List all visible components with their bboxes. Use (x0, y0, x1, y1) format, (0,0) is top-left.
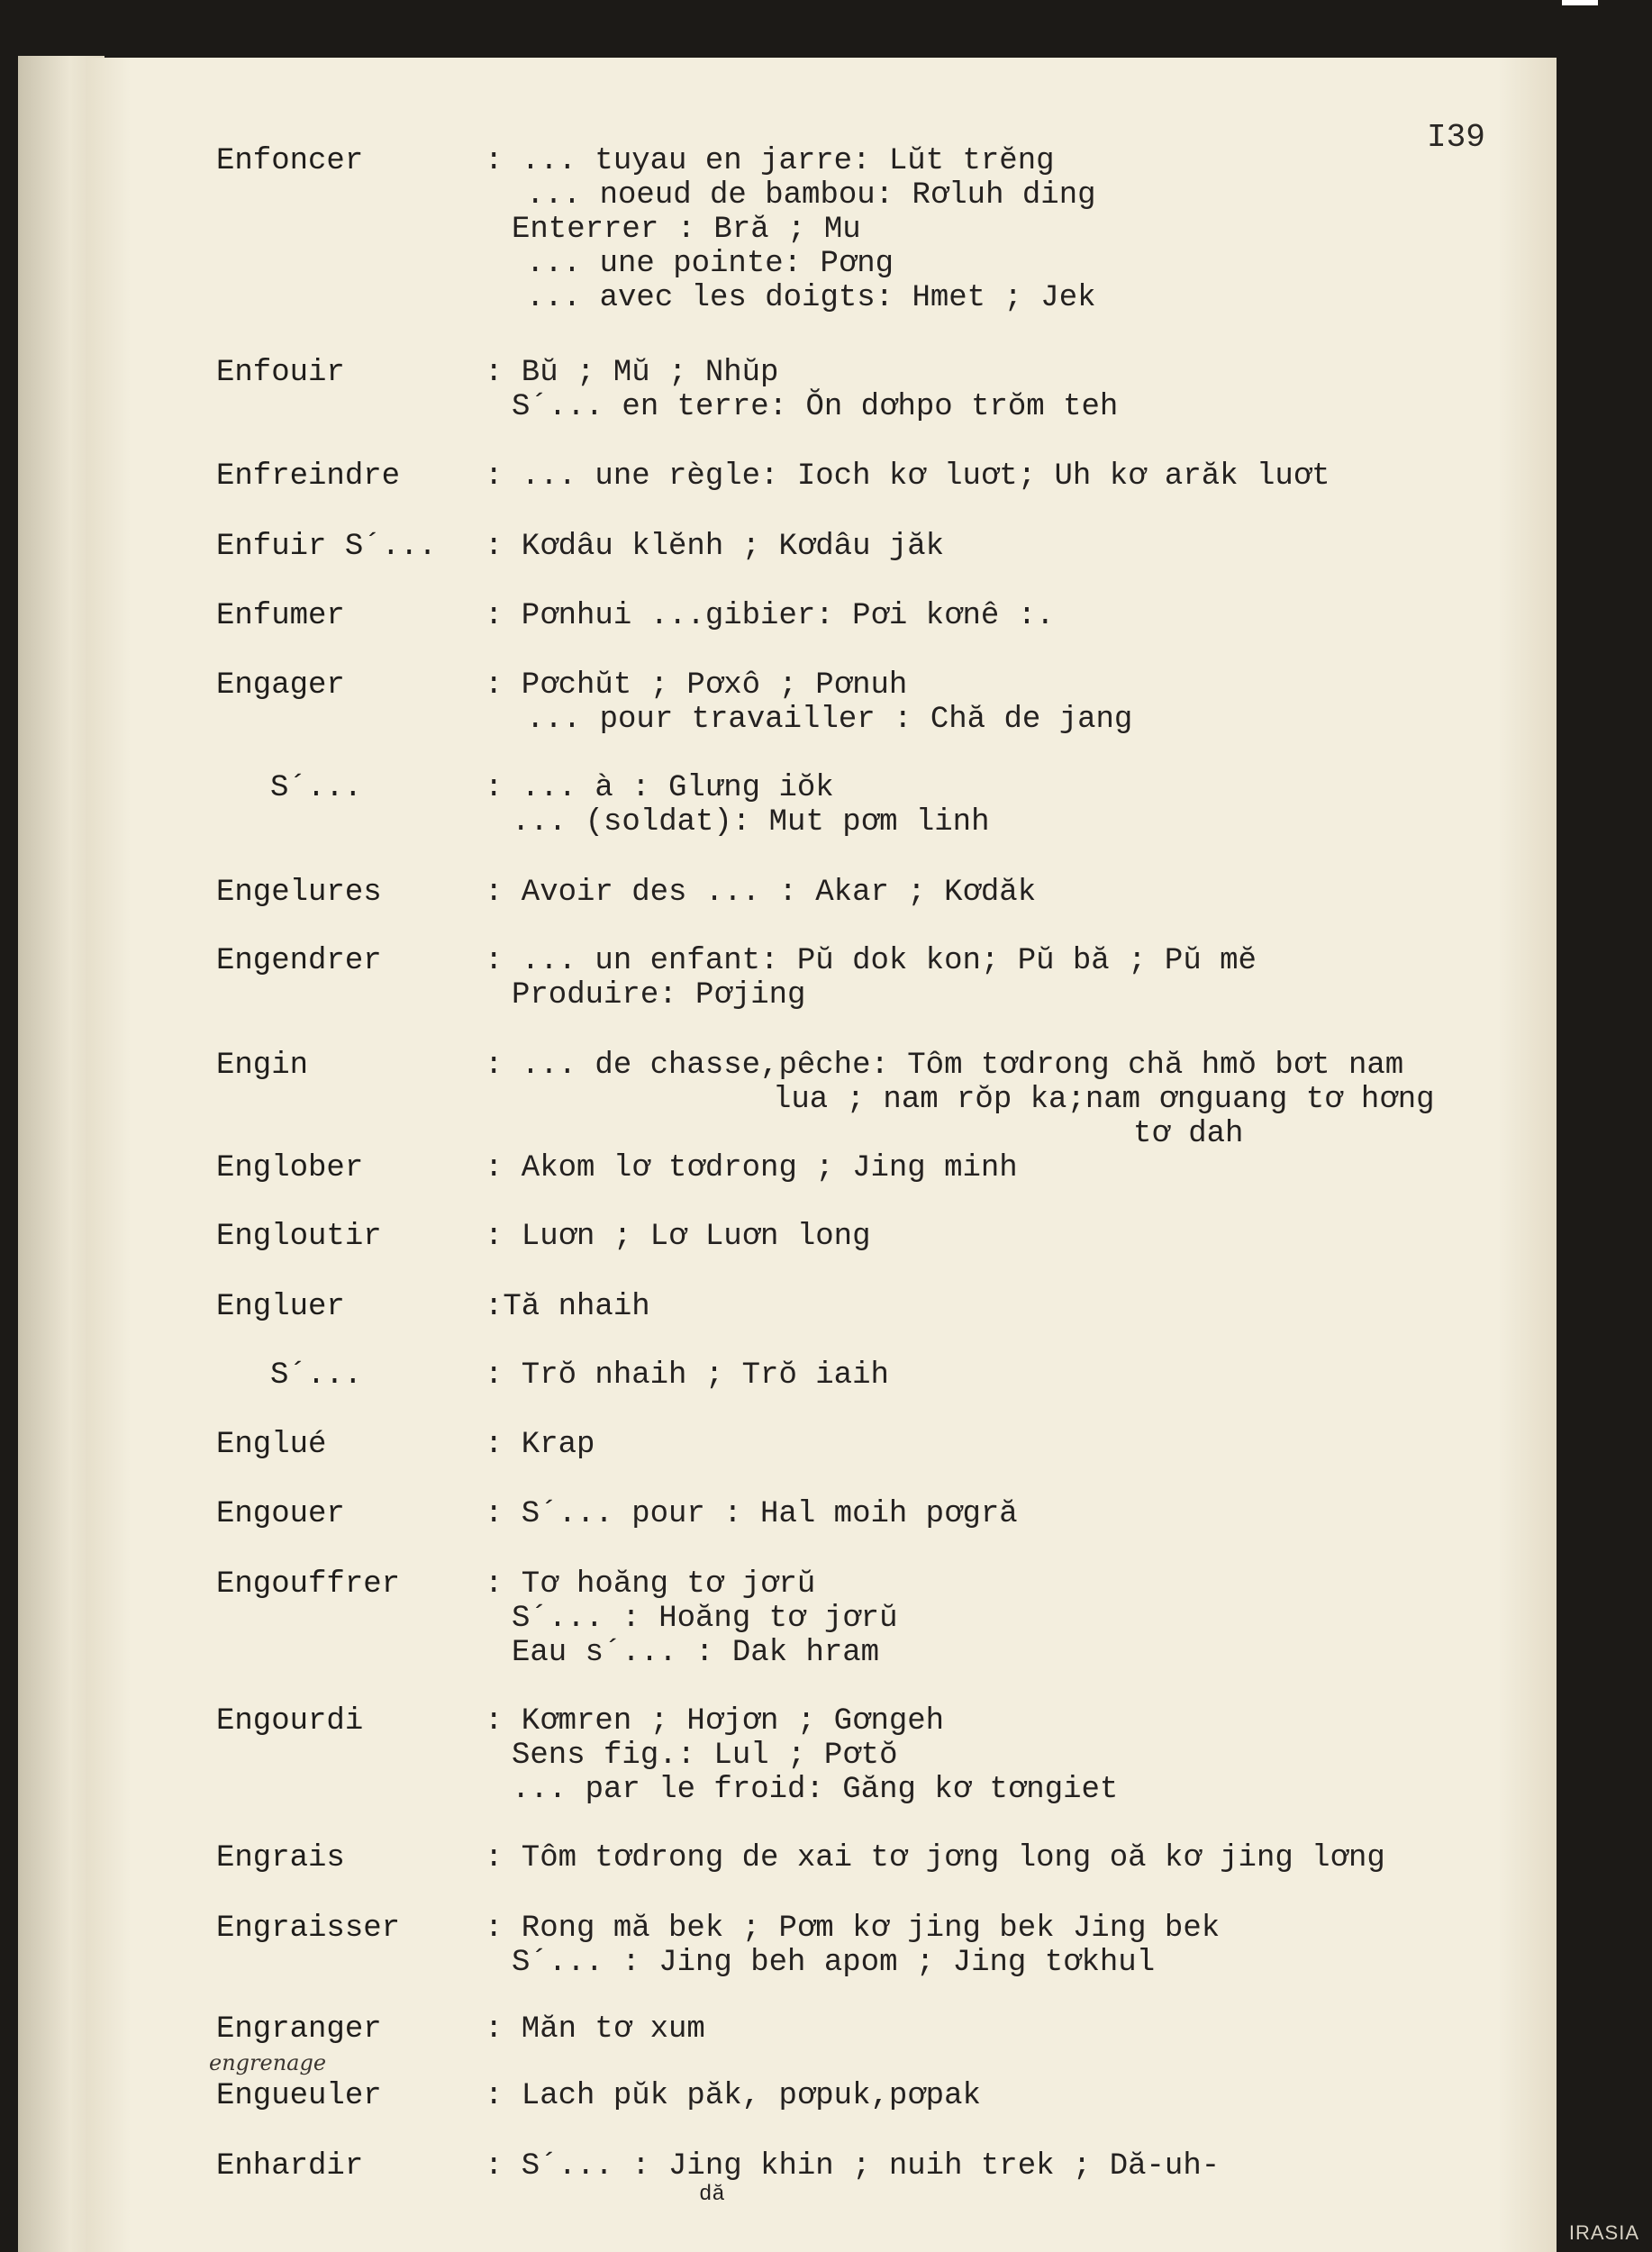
corner-tab (1562, 0, 1598, 5)
entry-line: : ... une règle: Ioch kơ luơt; Uh kơ arăk luơt (485, 459, 1330, 494)
entry-term: Enfuir S´... (216, 530, 437, 564)
entry-line: : ... un enfant: Pŭ dok kon; Pŭ bă ; Pŭ mĕ (485, 944, 1257, 978)
entry-line: lua ; nam rŏp ka;nam ơnguang tơ hơng (773, 1083, 1435, 1117)
entry-line: : Pơnhui ...gibier: Pơi kơnê :. (485, 599, 1055, 633)
entry-line: ... une pointe: Pơng (526, 247, 894, 281)
entry-line: : Tơ hoăng tơ jơrŭ (485, 1567, 816, 1602)
entry-line: Eau s´... : Dak hram (512, 1636, 880, 1670)
entry-line: : Măn tơ xum (485, 2012, 705, 2047)
entry-line: ... (soldat): Mut pơm linh (512, 805, 990, 840)
entry-line: : Tôm tơdrong de xai tơ jơng long oă kơ jing lơng (485, 1841, 1385, 1875)
entry-line: : Avoir des ... : Akar ; Kơdăk (485, 876, 1037, 910)
entry-term: Engourdi (216, 1704, 364, 1739)
entry-term: Englober (216, 1151, 364, 1185)
entry-term: Enfumer (216, 599, 345, 633)
entry-term: Engueuler (216, 2079, 382, 2113)
entry-line: ... avec les doigts: Hmet ; Jek (526, 281, 1096, 315)
handwritten-annotation: engrenage (209, 2050, 327, 2075)
entry-line: :Tă nhaih (485, 1290, 650, 1324)
entry-line: ... pour travailler : Chă de jang (526, 703, 1133, 737)
entry-line: : Lach pŭk păk, pơpuk,pơpak (485, 2079, 981, 2113)
page-number: I39 (1427, 119, 1485, 156)
entry-line: : S´... : Jing khin ; nuih trek ; Dă-uh- (485, 2149, 1221, 2184)
entry-line: : Pơchŭt ; Pơxô ; Pơnuh (485, 668, 908, 703)
entry-term: S´... (270, 1358, 363, 1393)
entry-term: Engrais (216, 1841, 345, 1875)
entry-term: Engelures (216, 876, 382, 910)
entry-term: Engluer (216, 1290, 345, 1324)
entry-line: : ... tuyau en jarre: Lŭt trĕng (485, 144, 1055, 178)
entry-line: : S´... pour : Hal moih pơgră (485, 1497, 1018, 1531)
entry-line: : Bŭ ; Mŭ ; Nhŭp (485, 356, 779, 390)
entry-line: tơ dah (1133, 1117, 1244, 1151)
watermark: IRASIA (1568, 2221, 1639, 2244)
entry-term: Englué (216, 1428, 327, 1462)
entry-line: ... noeud de bambou: Rơluh ding (526, 178, 1096, 213)
entry-line: Sens fig.: Lul ; Pơtŏ (512, 1739, 898, 1773)
entry-term: Enfoncer (216, 144, 364, 178)
entry-line: : Rong mă bek ; Pơm kơ jing bek Jing bek (485, 1911, 1221, 1946)
entry-line: S´... : Hoăng tơ jơrŭ (512, 1602, 898, 1636)
entry-term: Engouffrer (216, 1567, 401, 1602)
entry-term: Enfouir (216, 356, 345, 390)
entry-line: : Kơdâu klĕnh ; Kơdâu jăk (485, 530, 945, 564)
entry-term: Engager (216, 668, 345, 703)
entry-line: S´... : Jing beh apom ; Jing tơkhul (512, 1946, 1156, 1980)
entry-term: Engouer (216, 1497, 345, 1531)
entry-term: Enhardir (216, 2149, 364, 2184)
entry-term: Engraisser (216, 1911, 401, 1946)
entry-term: Enfreindre (216, 459, 401, 494)
entry-line: : Luơn ; Lơ Luơn long (485, 1220, 871, 1254)
entry-line: : ... de chasse,pêche: Tôm tơdrong chă hmŏ bơt nam (485, 1049, 1404, 1083)
entry-line: : Krap (485, 1428, 595, 1462)
entry-line: : Trŏ nhaih ; Trŏ iaih (485, 1358, 889, 1393)
entry-term: Engin (216, 1049, 309, 1083)
entry-line: S´... en terre: Ŏn dơhpo trŏm teh (512, 390, 1119, 424)
entry-line: Enterrer : Bră ; Mu (512, 213, 861, 247)
entry-line: dă (699, 2183, 725, 2207)
entry-term: Engendrer (216, 944, 382, 978)
entry-term: S´... (270, 771, 363, 805)
entry-line: : ... à : Glưng iŏk (485, 771, 834, 805)
entry-line: : Akom lơ tơdrong ; Jing minh (485, 1151, 1018, 1185)
entry-line: : Kơmren ; Hơjơn ; Gơngeh (485, 1704, 945, 1739)
entry-line: ... par le froid: Găng kơ tơngiet (512, 1773, 1119, 1807)
entry-term: Engloutir (216, 1220, 382, 1254)
entry-line: Produire: Pơjing (512, 978, 806, 1012)
entry-term: Engranger (216, 2012, 382, 2047)
